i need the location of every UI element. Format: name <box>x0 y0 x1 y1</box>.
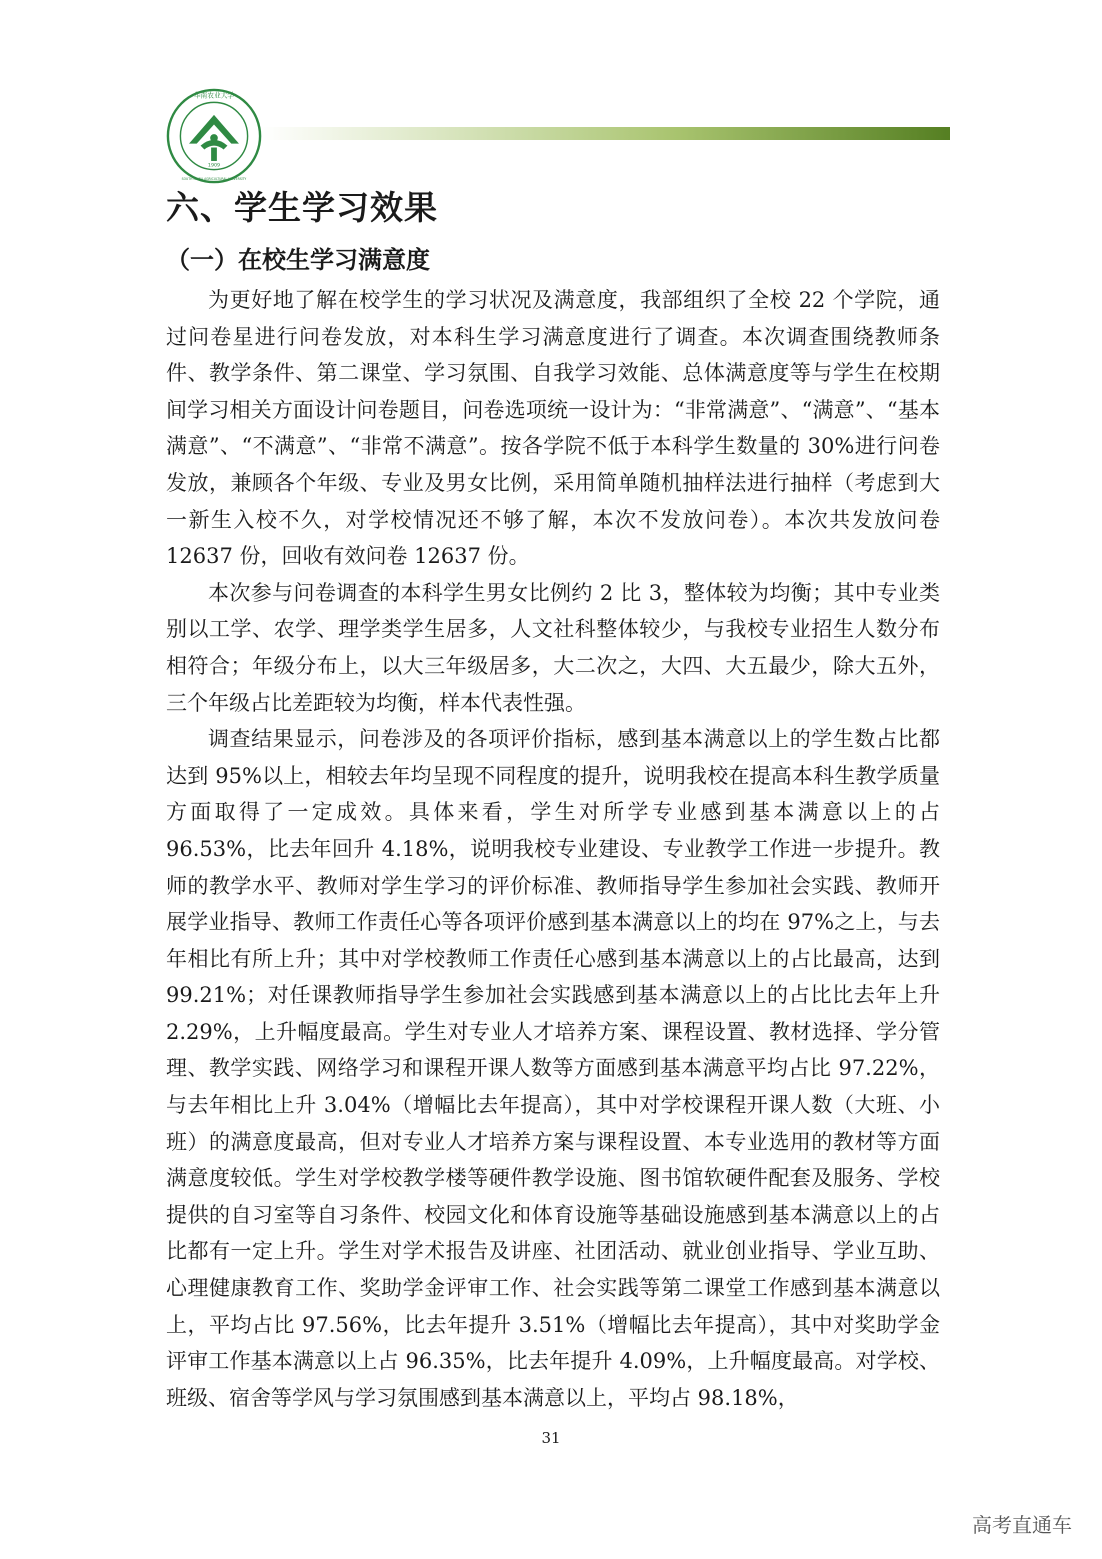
seal-name: 华南农业大学 <box>193 91 235 100</box>
page-number: 31 <box>541 1429 561 1447</box>
header-gradient-bar <box>262 127 950 140</box>
paragraph-3: 调查结果显示，问卷涉及的各项评价指标，感到基本满意以上的学生数占比都达到 95%以上，相较去年均呈现不同程度的提升，说明我校在提高本科生教学质量方面取得了一定成效。具体来看，学生对所学专业感到基本满意以上的占 96.53%，比去年回升 4.18%，说明我校专业建设、专业教学工作进一步提升。教师的教学水平、教师对学生学习的评价标准、教师指导学生参加社会实践、教师开展学业指导、教师工作责任心等各项评价感到基本满意以上的均在 97%之上，与去年相比有所上升；其中对学校教师工作责任心感到基本满意以上的占比最高，达到 99.21%；对任课教师指导学生参加社会实践感到基本满意以上的占比比去年上升 2.29%，上升幅度最高。学生对专业人才培养方案、课程设置、教材选择、学分管理、教学实践、网络学习和课程开课人数等方面感到基本满意平均占比 97.22%，与去年相比上升 3.04%（增幅比去年提高），其中对学校课程开课人数（大班、小班）的满意度最高，但对专业人才培养方案与课程设置、本专业选用的教材等方面满意度较低。学生对学校教学楼等硬件教学设施、图书馆软硬件配套及服务、学校提供的自习室等自习条件、校园文化和体育设施等基础设施感到基本满意以上的占比都有一定上升。学生对学术报告及讲座、社团活动、就业创业指导、学业互助、心理健康教育工作、奖助学金评审工作、社会实践等第二课堂工作感到基本满意以上，平均占比 97.56%，比去年提升 3.51%（增幅比去年提高），其中对奖助学金评审工作基本满意以上占 96.35%，比去年提升 4.09%，上升幅度最高。对学校、班级、宿舍等学风与学习氛围感到基本满意以上，平均占 98.18%， <box>166 727 940 1410</box>
paragraph-2: 本次参与问卷调查的本科学生男女比例约 2 比 3，整体较为均衡；其中专业类别以工学、农学、理学类学生居多，人文社科整体较少，与我校专业招生人数分布相符合；年级分布上，以大三年级居多，大二次之，大四、大五最少，除大五外，三个年级占比差距较为均衡，样本代表性强。 <box>166 580 940 715</box>
section-title: 六、学生学习效果 <box>166 188 438 227</box>
paragraph-1: 为更好地了解在校学生的学习状况及满意度，我部组织了全校 22 个学院，通过问卷星进行问卷发放，对本科生学习满意度进行了调查。本次调查围绕教师条件、教学条件、第二课堂、学习氛围、自我学习效能、总体满意度等与学生在校期间学习相关方面设计问卷题目，问卷选项统一设计为：“非常满意”、“满意”、“基本满意”、“不满意”、“非常不满意”。按各学院不低于本科学生数量的 30%进行问卷发放，兼顾各个年级、专业及男女比例，采用简单随机抽样法进行抽样（考虑到大一新生入校不久，对学校情况还不够了解，本次不发放问卷）。本次共发放问卷 12637 份，回收有效问卷 12637 份。 <box>166 288 940 569</box>
seal-english-name: SOUTH CHINA AGRICULTURAL UNIVERSITY <box>181 177 247 182</box>
watermark-text: 高考直通车 <box>972 1513 1072 1537</box>
body-text <box>166 282 940 1416</box>
university-seal-icon <box>166 88 262 184</box>
seal-year: 1909 <box>207 163 221 169</box>
subsection-title: （一）在校生学习满意度 <box>166 246 430 274</box>
